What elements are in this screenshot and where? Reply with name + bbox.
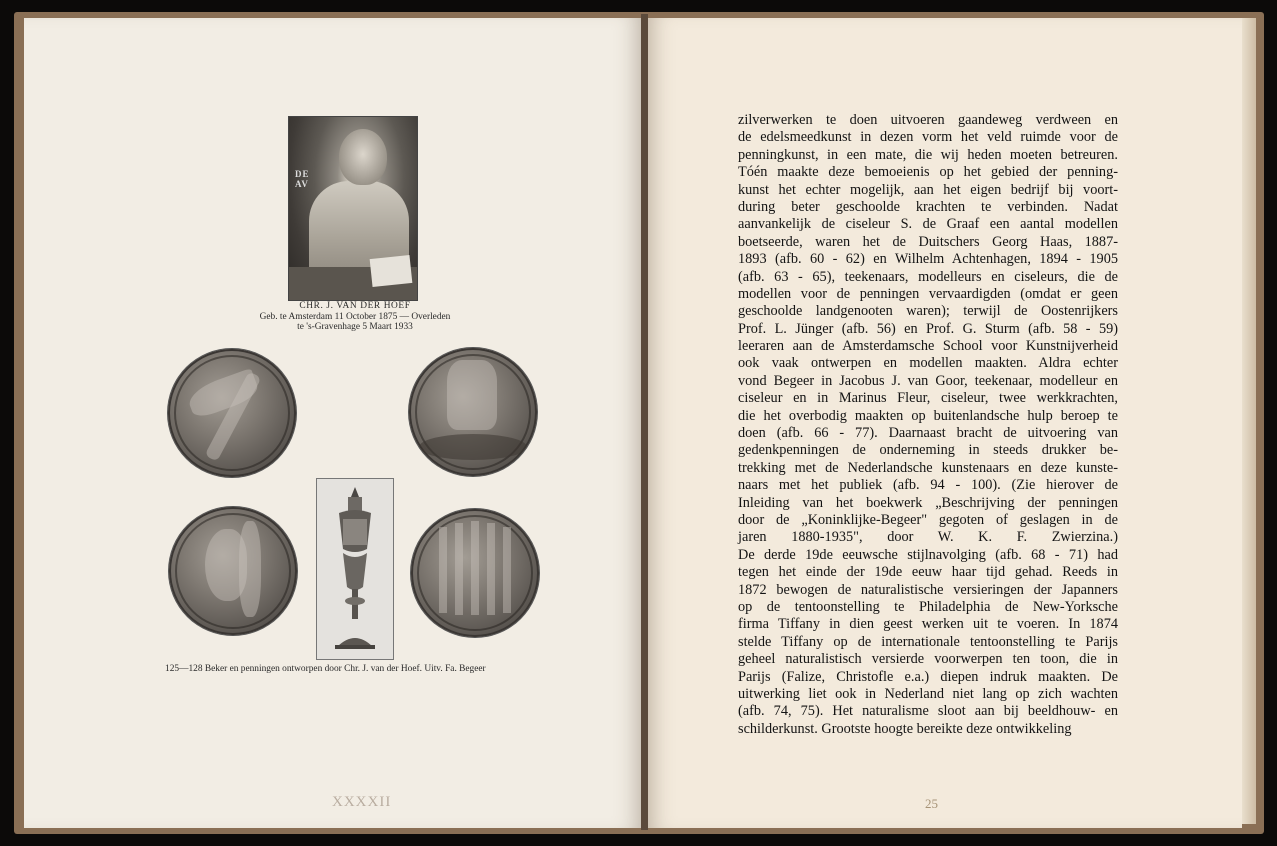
text-line: Prof. L. Jünger (afb. 56) en Prof. G. Sturm (afb. 58 - 59) [738,320,1118,337]
portrait-figure-head [339,129,387,185]
text-line: ook vaak ontwerpen en modellen maakten. Aldra echter [738,355,1118,372]
text-line: Tóén maakte deze bemoeienis op het gebied der penning- [738,164,1118,181]
cup-photo [316,478,394,660]
text-line: zilverwerken te doen uitvoeren gaandeweg verdween en [738,112,1118,128]
text-line: leeraren aan de Amsterdamsche School voor Kunstnijverheid [738,338,1118,355]
pencil-mark-left: XXXXII [332,794,392,810]
medal-candles [411,509,539,637]
text-line: Parijs (Falize, Christofle e.a.) diepen indruk maakten. De [738,668,1118,685]
text-line: doen (afb. 66 - 77). Daarnaast bracht de uitvoering van [738,425,1118,442]
text-line: de edelsmeedkunst in dezen vorm het veld ruimde voor de [738,129,1118,146]
text-line: uitwerking liet ook in Nederland niet lang op zich wachten [738,685,1118,702]
portrait-caption-line2: Geb. te Amsterdam 11 October 1875 — Overleden [259,311,451,322]
portrait-caption [230,301,480,333]
portrait-background-sign: DE AV [295,169,310,189]
portrait-photo [288,116,418,301]
text-line: De derde 19de eeuwsche stijlnavolging (afb. 68 - 71) had [738,546,1118,563]
text-line: (afb. 74, 75). Het naturalisme sloot aan bij beeldhouw- en [738,703,1118,720]
plate-caption: 125—128 Beker en penningen ontworpen door Chr. J. van der Hoef. Uitv. Fa. Begeer [165,664,486,674]
cup-drawing [317,479,393,659]
text-line: tegen het einde der 19de eeuw haar tijd gehad. Reeds in [738,564,1118,581]
text-line: kunst het echter mogelijk, aan het eigen bedrijf bij voort- [738,181,1118,198]
text-line: during beter geschoolde krachten te verbinden. Nadat [738,198,1118,215]
text-line: jaren 1880-1935", door W. K. F. Zwierzina.) [738,529,1118,546]
text-line: aanvankelijk de ciseleur S. de Graaf een aantal modellen [738,216,1118,233]
page-edge [1242,18,1256,824]
book-gutter [641,14,648,830]
text-line: naars met het publiek (afb. 94 - 100). (Zie hierover de [738,477,1118,494]
text-line: trekking met de Nederlandsche kunstenaars en deze kunste- [738,459,1118,476]
text-line: ciseleur en in Marinus Fleur, ciseleur, twee werkkrachten, [738,390,1118,407]
text-line: op de tentoonstelling te Philadelphia de New-Yorksche [738,598,1118,615]
text-line: 1893 (afb. 60 - 62) en Wilhelm Achtenhagen, 1894 - 1905 [738,251,1118,268]
text-line: stelde Tiffany op de internationale tentoonstelling te Parijs [738,633,1118,650]
text-line: schilderkunst. Grootste hoogte bereikte deze ontwikkeling [738,720,1072,737]
text-line: (afb. 63 - 65), teekenaars, modelleurs en ciseleurs, die de [738,268,1118,285]
portrait-caption-name: CHR. J. VAN DER HOEF [299,301,411,311]
text-line: 1872 bewogen de naturalistische versieringen der Japanners [738,581,1118,598]
text-line: geheel naturalistisch versierde voorwerpen ten toon, die in [738,651,1118,668]
text-line: gedenkpenningen de onderneming in steeds drukker be- [738,442,1118,459]
medal-helmeted-head [409,348,537,476]
text-line: boetseerde, waren het de Duitschers Georg Haas, 1887- [738,233,1118,250]
portrait-paper [370,255,413,287]
text-line: Inleiding van het boekwerk „Beschrijving der penningen [738,494,1118,511]
text-line: penningkunst, in een mate, die wij heden moeten betreuren. [738,146,1118,163]
body-text [738,112,1118,738]
text-line: vond Begeer in Jacobus J. van Goor, teekenaar, modelleur en [738,372,1118,389]
medal-figures-profile [169,507,297,635]
text-line: firma Tiffany in dien geest werken uit te voeren. In 1874 [738,616,1118,633]
text-line: modellen voor de penningen vervaardigden (omdat er geen [738,285,1118,302]
text-line: door de „Koninklijke-Begeer" gegoten of geslagen in de [738,511,1118,528]
medal-eagle [168,349,296,477]
portrait-caption-line3: te 's-Gravenhage 5 Maart 1933 [297,322,413,332]
text-line: die het overbodig maakten op buitenlandsche hulp beroep te [738,407,1118,424]
pencil-mark-right: 25 [925,796,938,811]
text-line: geschoolde landgenooten waren); terwijl de Oostenrijkers [738,303,1118,320]
